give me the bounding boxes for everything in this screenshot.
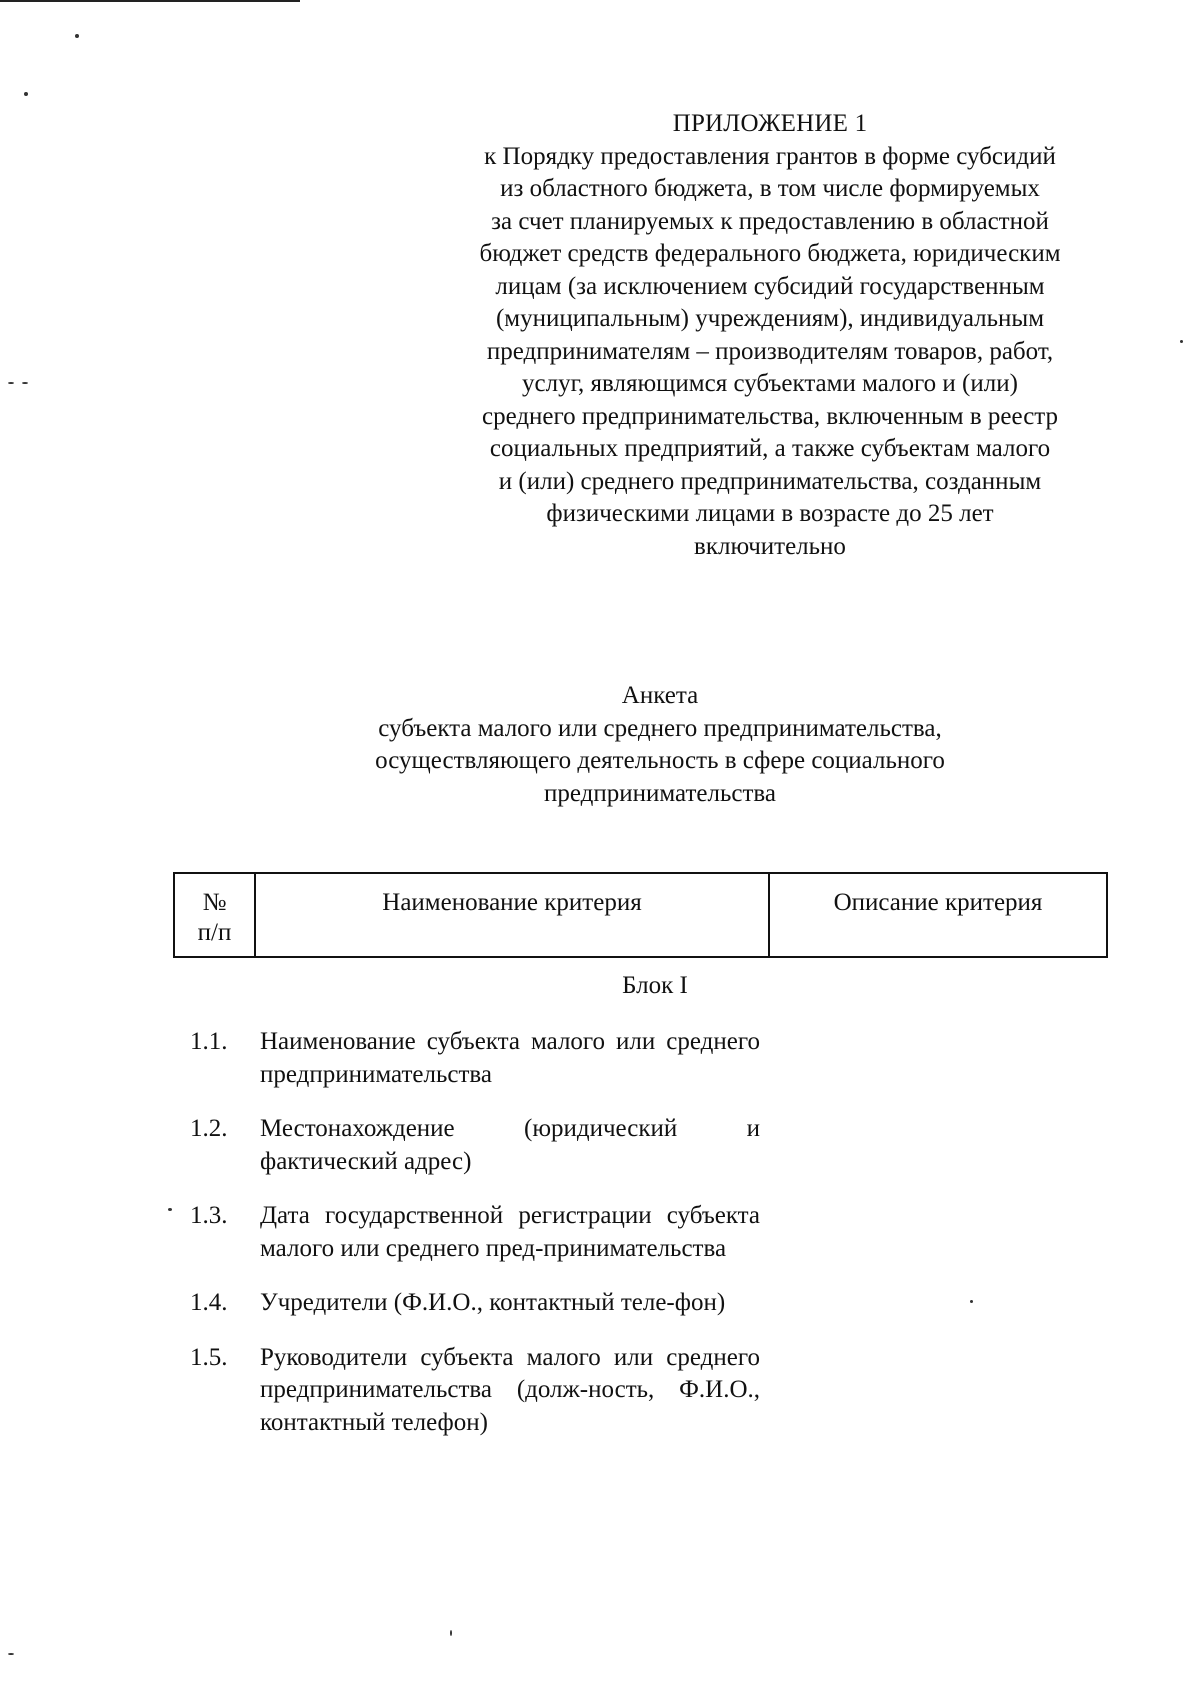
table-row <box>190 1342 770 1440</box>
appendix-line: (муниципальным) учреждениям), индивидуальным <box>495 305 1045 332</box>
table-row <box>190 1026 770 1091</box>
appendix-header <box>430 108 1110 563</box>
criteria-list <box>190 1026 770 1461</box>
row-text: Местонахождение (юридический и фактический адрес) <box>260 1115 760 1175</box>
scan-speck <box>8 382 14 384</box>
row-number: 1.3. <box>190 1202 228 1229</box>
appendix-line: за счет планируемых к предоставлению в областной <box>491 207 1049 235</box>
form-title-line: осуществляющего деятельность в сфере социального <box>375 747 945 774</box>
row-number: 1.1. <box>190 1028 228 1055</box>
header-number-line2: п/п <box>197 919 232 946</box>
scan-speck <box>75 34 79 38</box>
header-number-line1: № <box>202 889 227 916</box>
scan-speck <box>8 1653 14 1655</box>
row-text: Наименование субъекта малого или среднего предпринимательства <box>260 1028 760 1088</box>
row-number: 1.4. <box>190 1289 228 1316</box>
scan-speck <box>450 1630 452 1636</box>
row-number: 1.2. <box>190 1115 228 1142</box>
row-text: Дата государственной регистрации субъекта малого или среднего пред-принимательства <box>260 1202 760 1262</box>
appendix-line: бюджет средств федерального бюджета, юридическим <box>479 240 1061 267</box>
appendix-line: социальных предприятий, а также субъектам малого <box>489 435 1051 462</box>
table-header <box>173 872 1108 958</box>
appendix-line: из областного бюджета, в том числе формируемых <box>500 175 1040 202</box>
table-row <box>190 1113 770 1178</box>
header-criterion-description: Описание критерия <box>833 889 1043 916</box>
header-criterion-name: Наименование критерия <box>256 874 770 956</box>
scan-speck <box>22 382 28 384</box>
appendix-line: к Порядку предоставления грантов в форме субсидий <box>484 142 1056 170</box>
form-title-line: субъекта малого или среднего предпринимательства, <box>378 714 942 742</box>
form-title <box>300 680 1020 810</box>
row-number: 1.5. <box>190 1343 228 1371</box>
scan-speck <box>970 1300 973 1303</box>
appendix-line: среднего предпринимательства, включенным в реестр <box>481 402 1059 430</box>
appendix-line: услуг, являющимся субъектами малого и (или) <box>522 370 1018 397</box>
table-row <box>190 1200 770 1265</box>
appendix-line: лицам (за исключением субсидий государственным <box>495 272 1045 300</box>
form-title-line: предпринимательства <box>544 779 776 807</box>
appendix-line: физическими лицами в возрасте до 25 лет <box>546 500 994 527</box>
appendix-line: предпринимателям – производителям товаров, работ, <box>486 337 1054 365</box>
row-text: Руководители субъекта малого или среднего предпринимательства (долж-ность, Ф.И.О., контактный телефон) <box>260 1343 760 1436</box>
block-title: Блок I <box>622 972 688 999</box>
top-edge-rule <box>0 0 300 2</box>
header-number <box>175 874 256 956</box>
form-title-line: Анкета <box>621 682 699 709</box>
table-row <box>190 1287 770 1320</box>
scan-speck <box>1180 340 1183 343</box>
appendix-heading: ПРИЛОЖЕНИЕ 1 <box>672 110 868 137</box>
row-text: Учредители (Ф.И.О., контактный теле-фон) <box>260 1289 726 1316</box>
scan-speck <box>168 1208 172 1211</box>
appendix-line: и (или) среднего предпринимательства, созданным <box>498 467 1042 495</box>
scan-speck <box>24 92 28 96</box>
appendix-line: включительно <box>694 532 846 560</box>
